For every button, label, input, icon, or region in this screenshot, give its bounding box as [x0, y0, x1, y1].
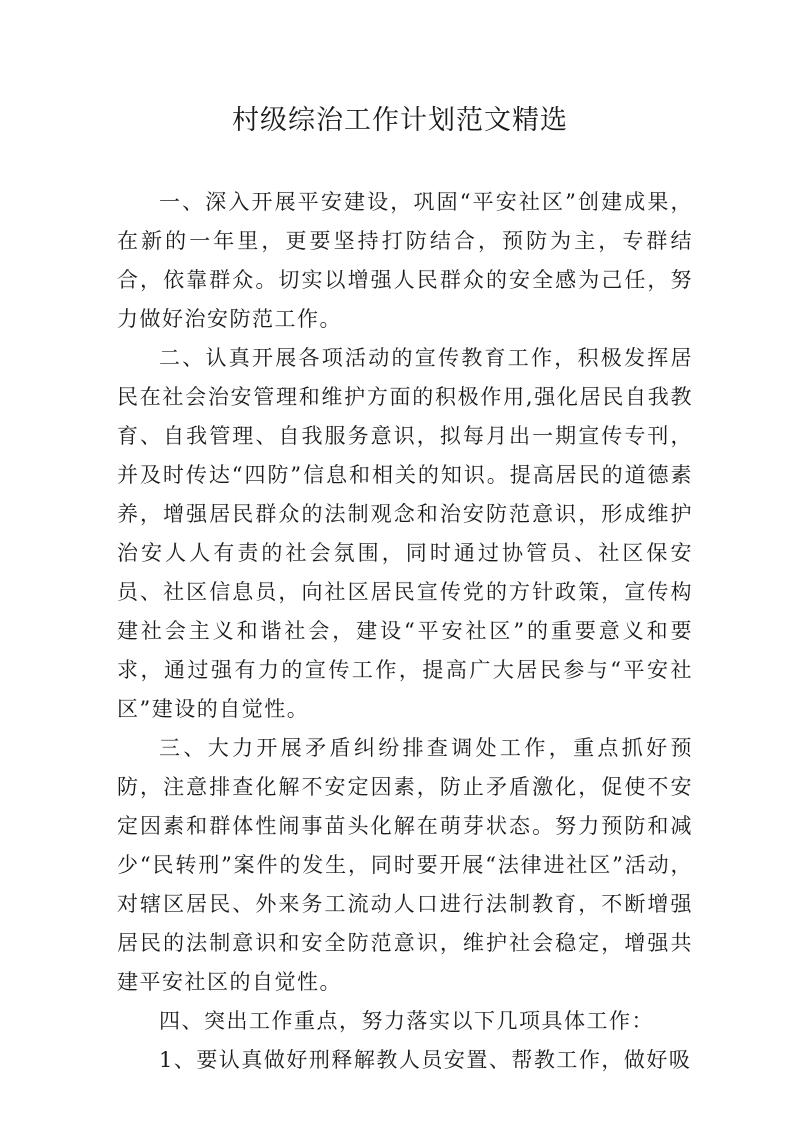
paragraph-4: 四、突出工作重点，努力落实以下几项具体工作：	[159, 1009, 654, 1033]
document-body	[117, 183, 693, 1080]
document-title: 村级综治工作计划范文精选	[232, 105, 568, 136]
paragraph-1: 一、深入开展平安建设，巩固“平安社区”创建成果，在新的一年里，更要坚持打防结合，预防为主，专群结合，依靠群众。切实以增强人民群众的安全感为己任，努力做好治安防范工作。	[117, 190, 693, 331]
paragraph-2: 二、认真开展各项活动的宣传教育工作，积极发挥居民在社会治安管理和维护方面的积极作用,强化居民自我教育、自我管理、自我服务意识，拟每月出一期宣传专刊，并及时传达“四防”信息和相关的知识。提高居民的道德素养，增强居民群众的法制观念和治安防范意识，形成维护治安人人有责的社会氛围，同时通过协管员、社区保安员、社区信息员，向社区居民宣传党的方针政策，宣传构建社会主义和谐社会，建设“平安社区”的重要意义和要求，通过强有力的宣传工作，提高广大居民参与“平安社区”建设的自觉性。	[117, 346, 693, 721]
paragraph-3: 三、大力开展矛盾纠纷排查调处工作，重点抓好预防，注意排查化解不安定因素，防止矛盾激化，促使不安定因素和群体性闹事苗头化解在萌芽状态。努力预防和减少“民转刑”案件的发生，同时要开展“法律进社区”活动，对辖区居民、外来务工流动人口进行法制教育，不断增强居民的法制意识和安全防范意识，维护社会稳定，增强共建平安社区的自觉性。	[117, 736, 693, 994]
paragraph-5: 1、要认真做好刑释解教人员安置、帮教工作，做好吸	[159, 1048, 692, 1072]
